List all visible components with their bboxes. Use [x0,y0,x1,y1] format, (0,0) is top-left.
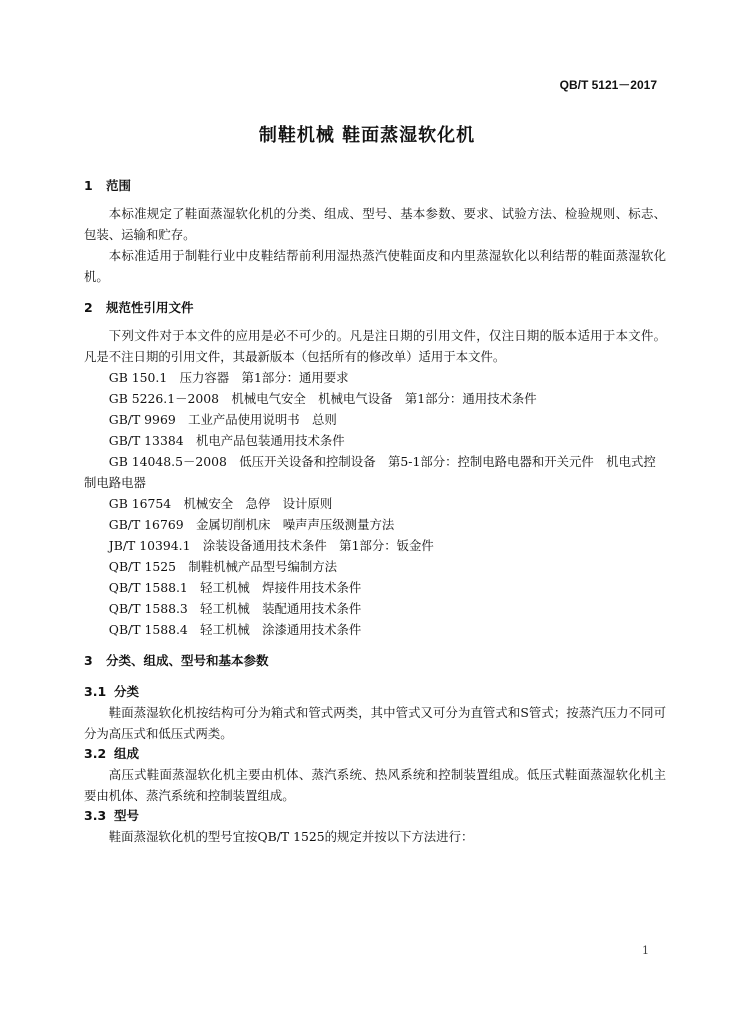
reference-item: QB/T 1588.3 轻工机械 装配通用技术条件 [108,601,362,616]
reference-item: QB/T 1588.4 轻工机械 涂漆通用技术条件 [108,622,362,637]
subsection-heading [84,806,666,826]
reference-item: GB/T 13384 机电产品包装通用技术条件 [108,433,345,448]
subsection-number: 3.2 [84,746,107,761]
reference-item: GB 16754 机械安全 急停 设计原则 [108,496,333,511]
paragraph: 高压式鞋面蒸湿软化机主要由机体、蒸汽系统、热风系统和控制装置组成。低压式鞋面蒸湿软化机主要由机体、蒸汽系统和控制装置组成。 [84,767,666,803]
reference-item: GB 5226.1－2008 机械电气安全 机械电气设备 第1部分：通用技术条件 [108,391,537,406]
paragraph: 鞋面蒸湿软化机按结构可分为箱式和管式两类，其中管式又可分为直管式和S管式；按蒸汽压力不同可分为高压式和低压式两类。 [84,705,666,741]
reference-item: GB/T 9969 工业产品使用说明书 总则 [108,412,337,427]
reference-item: QB/T 1588.1 轻工机械 焊接件用技术条件 [108,580,362,595]
subsection-number: 3.3 [84,808,107,823]
paragraph: 本标准规定了鞋面蒸湿软化机的分类、组成、型号、基本参数、要求、试验方法、检验规则、标志、包装、运输和贮存。 [84,206,666,242]
section-heading [84,298,666,318]
subsection-title: 分类 [114,684,140,699]
paragraph: 鞋面蒸湿软化机的型号宜按QB/T 1525的规定并按以下方法进行： [108,829,474,844]
document-title: 制鞋机械 鞋面蒸湿软化机 [258,125,476,146]
subsection-title: 组成 [114,746,140,761]
document-body [84,176,666,847]
section-number: 3 [84,653,93,668]
section-title: 规范性引用文件 [106,300,194,315]
reference-item: JB/T 10394.1 涂装设备通用技术条件 第1部分：钣金件 [108,538,434,553]
section-number: 2 [84,300,93,315]
section-number: 1 [84,178,93,193]
section-heading [84,651,666,671]
subsection-title: 型号 [114,808,140,823]
reference-item: GB 150.1 压力容器 第1部分：通用要求 [108,370,349,385]
section-heading [84,176,666,196]
section-title: 范围 [106,178,132,193]
reference-item: GB/T 16769 金属切削机床 噪声声压级测量方法 [108,517,395,532]
reference-item: GB 14048.5－2008 低压开关设备和控制设备 第5-1部分：控制电路电器和开关元件 机电式控制电路电器 [84,454,656,490]
section-title: 分类、组成、型号和基本参数 [106,653,269,668]
paragraph: 本标准适用于制鞋行业中皮鞋结帮前利用湿热蒸汽使鞋面皮和内里蒸湿软化以利结帮的鞋面蒸湿软化机。 [84,248,666,284]
subsection-heading [84,744,666,764]
reference-item: QB/T 1525 制鞋机械产品型号编制方法 [108,559,338,574]
subsection-number: 3.1 [84,684,107,699]
paragraph: 下列文件对于本文件的应用是必不可少的。凡是注日期的引用文件，仅注日期的版本适用于本文件。凡是不注日期的引用文件，其最新版本（包括所有的修改单）适用于本文件。 [84,328,666,364]
page-number: 1 [642,944,649,957]
standard-number: QB/T 5121－2017 [559,78,657,92]
subsection-heading [84,682,666,702]
